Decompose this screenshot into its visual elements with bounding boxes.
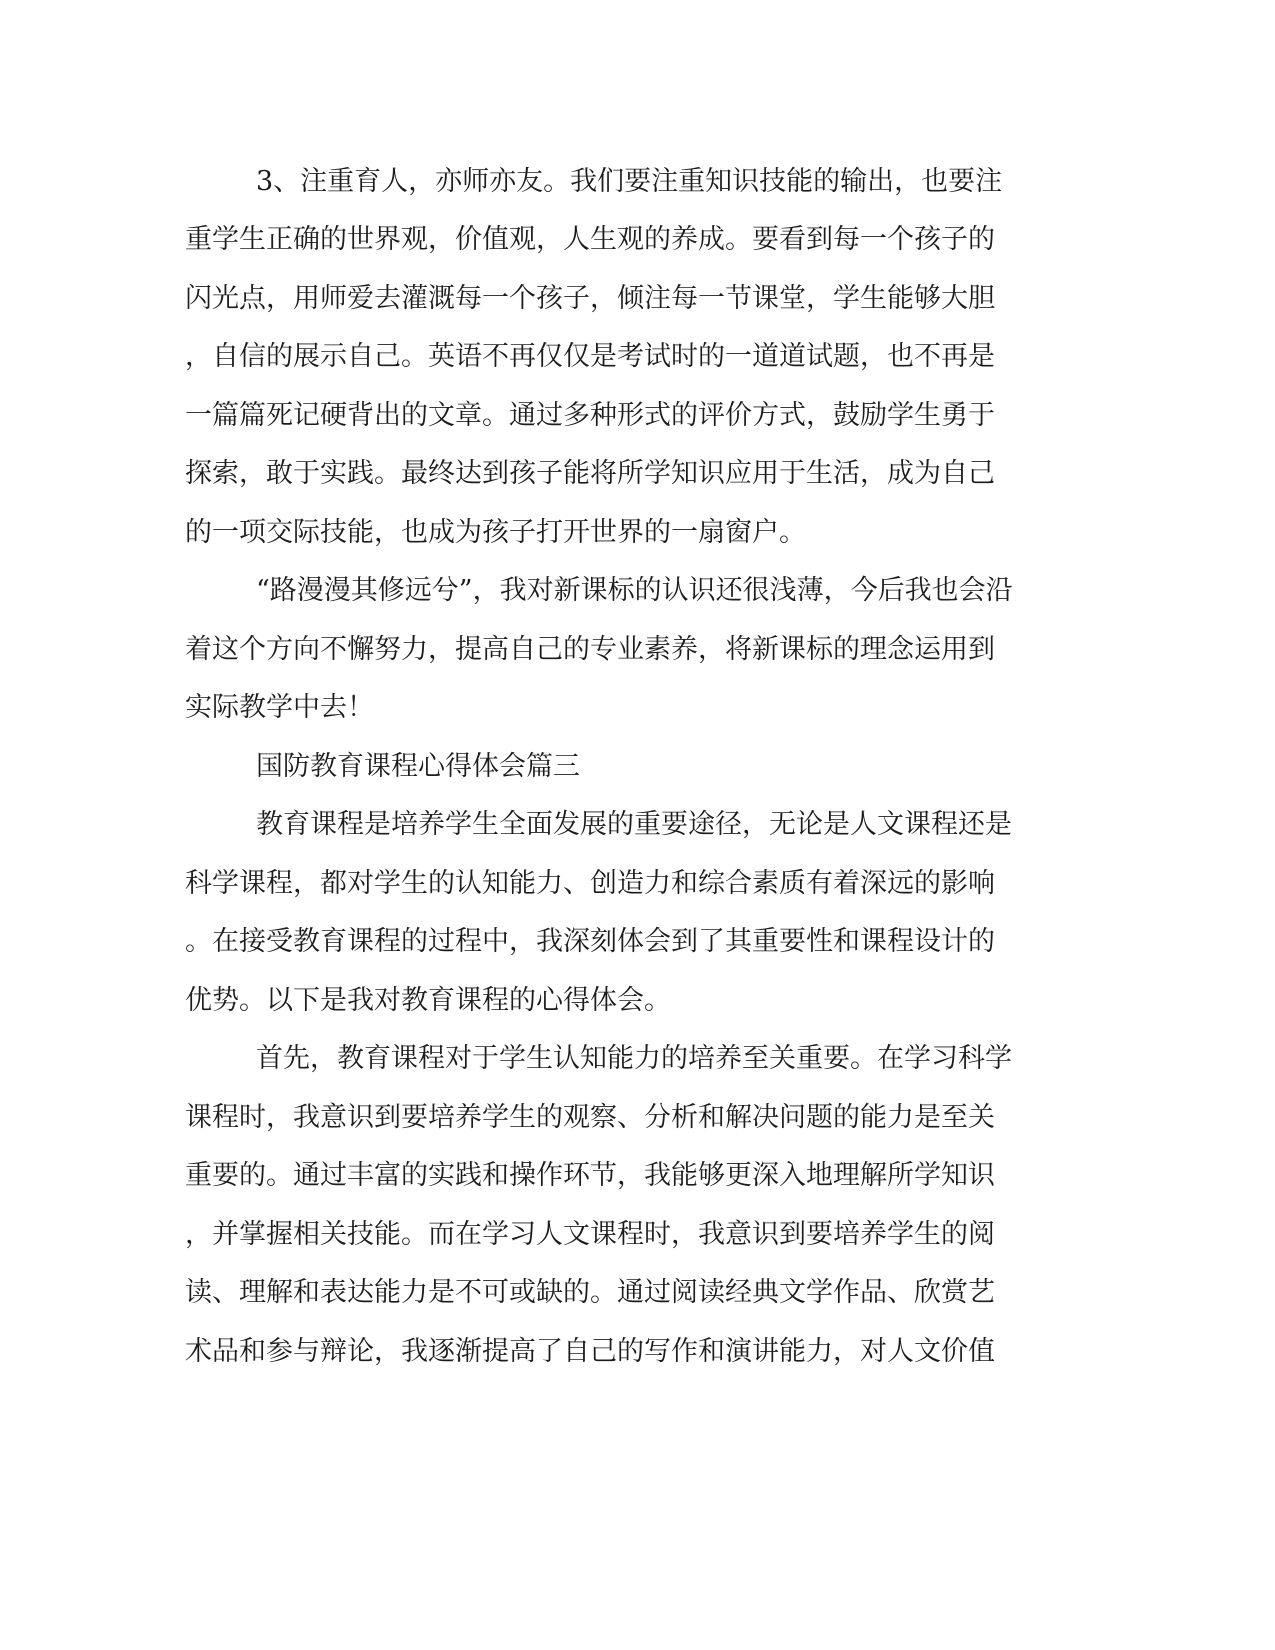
paragraph-line: 读、理解和表达能力是不可或缺的。通过阅读经典文学作品、欣赏艺 (185, 1277, 995, 1308)
paragraph-line: ，并掌握相关技能。而在学习人文课程时，我意识到要培养学生的阅 (185, 1219, 995, 1250)
paragraph-line: 课程时，我意识到要培养学生的观察、分析和解决问题的能力是至关 (185, 1102, 995, 1133)
paragraph-line: 探索，敢于实践。最终达到孩子能将所学知识应用于生活，成为自己 (185, 458, 995, 489)
paragraph-line: 术品和参与辩论，我逐渐提高了自己的写作和演讲能力，对人文价值 (185, 1336, 995, 1367)
paragraph-line: 科学课程，都对学生的认知能力、创造力和综合素质有着深远的影响 (185, 868, 995, 899)
paragraph-line: 重学生正确的世界观，价值观，人生观的养成。要看到每一个孩子的 (185, 224, 995, 255)
paragraph-line: 首先，教育课程对于学生认知能力的培养至关重要。在学习科学 (256, 1043, 1012, 1074)
section-heading: 国防教育课程心得体会篇三 (256, 751, 580, 782)
paragraph-line: “路漫漫其修远兮”，我对新课标的认识还很浅薄，今后我也会沿 (256, 575, 1013, 606)
paragraph-line: 的一项交际技能，也成为孩子打开世界的一扇窗户。 (185, 517, 806, 548)
paragraph-line: 闪光点，用师爱去灌溉每一个孩子，倾注每一节课堂，学生能够大胆 (185, 283, 995, 314)
paragraph-line: 。在接受教育课程的过程中，我深刻体会到了其重要性和课程设计的 (185, 926, 995, 957)
paragraph-line: 重要的。通过丰富的实践和操作环节，我能够更深入地理解所学知识 (185, 1160, 995, 1191)
paragraph-line: 优势。以下是我对教育课程的心得体会。 (185, 985, 671, 1016)
paragraph-line: 一篇篇死记硬背出的文章。通过多种形式的评价方式，鼓励学生勇于 (185, 400, 995, 431)
paragraph-line: ，自信的展示自己。英语不再仅仅是考试时的一道道试题，也不再是 (185, 341, 995, 372)
paragraph-line: 3、注重育人，亦师亦友。我们要注重知识技能的输出，也要注 (256, 166, 1003, 197)
paragraph-line: 着这个方向不懈努力，提高自己的专业素养，将新课标的理念运用到 (185, 634, 995, 665)
paragraph-line: 实际教学中去！ (185, 692, 374, 723)
paragraph-line: 教育课程是培养学生全面发展的重要途径，无论是人文课程还是 (256, 809, 1012, 840)
